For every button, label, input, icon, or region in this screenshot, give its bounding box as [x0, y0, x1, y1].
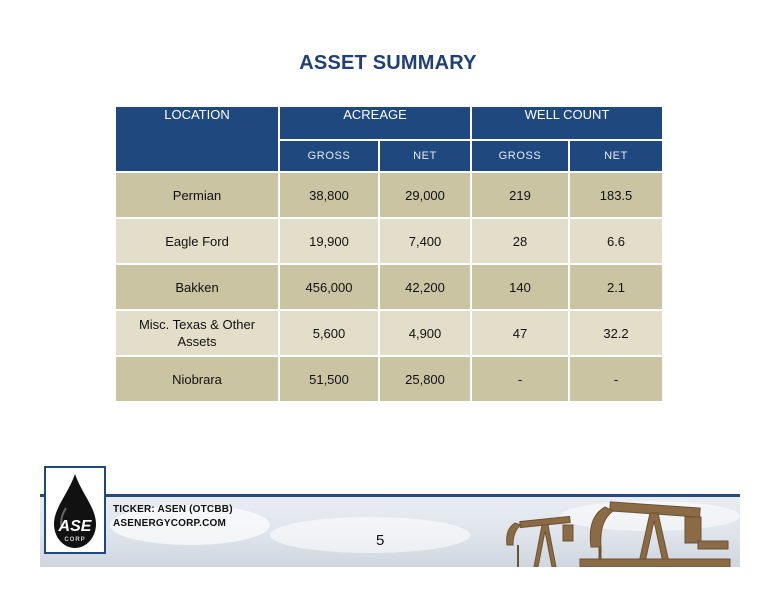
cell-well-gross: 140 [471, 264, 569, 310]
cell-location-line1: Misc. Texas & Other [138, 317, 256, 332]
cell-acreage-net: 7,400 [379, 218, 471, 264]
header-well-gross: GROSS [471, 140, 569, 172]
cell-well-gross: 219 [471, 172, 569, 218]
cell-well-net: - [569, 356, 663, 402]
header-well-net: NET [569, 140, 663, 172]
asset-summary-table [114, 105, 664, 403]
svg-text:ASE: ASE [58, 518, 92, 535]
table-row [115, 172, 663, 218]
oil-drop-logo-icon [46, 468, 104, 552]
cell-acreage-net: 42,200 [379, 264, 471, 310]
cell-well-net: 6.6 [569, 218, 663, 264]
cell-location: Eagle Ford [115, 218, 279, 264]
header-acreage-gross: GROSS [279, 140, 379, 172]
cell-location: Bakken [115, 264, 279, 310]
cell-acreage-gross: 5,600 [279, 310, 379, 356]
cell-location-line2: Assets [177, 334, 217, 349]
cell-acreage-net: 29,000 [379, 172, 471, 218]
cell-well-gross: - [471, 356, 569, 402]
cell-acreage-gross: 38,800 [279, 172, 379, 218]
cell-well-gross: 28 [471, 218, 569, 264]
cell-acreage-gross: 19,900 [279, 218, 379, 264]
website-link[interactable]: ASENERGYCORP.COM [113, 518, 227, 529]
header-location: LOCATION [115, 106, 279, 172]
cell-location [115, 310, 279, 356]
cell-acreage-net: 4,900 [379, 310, 471, 356]
cell-well-net: 32.2 [569, 310, 663, 356]
svg-text:CORP: CORP [64, 537, 86, 543]
company-logo [44, 466, 106, 554]
page-number: 5 [376, 532, 385, 549]
cell-location: Niobrara [115, 356, 279, 402]
table-row [115, 356, 663, 402]
cell-location: Permian [115, 172, 279, 218]
cell-well-net: 183.5 [569, 172, 663, 218]
pumpjack-illustration [460, 497, 740, 567]
ticker-label: TICKER: ASEN (OTCBB) [113, 504, 233, 515]
cell-acreage-gross: 456,000 [279, 264, 379, 310]
cell-acreage-net: 25,800 [379, 356, 471, 402]
cell-acreage-gross: 51,500 [279, 356, 379, 402]
header-well-count: WELL COUNT [471, 106, 663, 140]
table-row [115, 310, 663, 356]
table-row [115, 218, 663, 264]
cloud-decoration [270, 517, 470, 553]
header-acreage-net: NET [379, 140, 471, 172]
cell-well-net: 2.1 [569, 264, 663, 310]
ticker-info [113, 503, 233, 531]
header-acreage: ACREAGE [279, 106, 471, 140]
page-title: ASSET SUMMARY [299, 52, 477, 74]
table-row [115, 264, 663, 310]
cell-well-gross: 47 [471, 310, 569, 356]
